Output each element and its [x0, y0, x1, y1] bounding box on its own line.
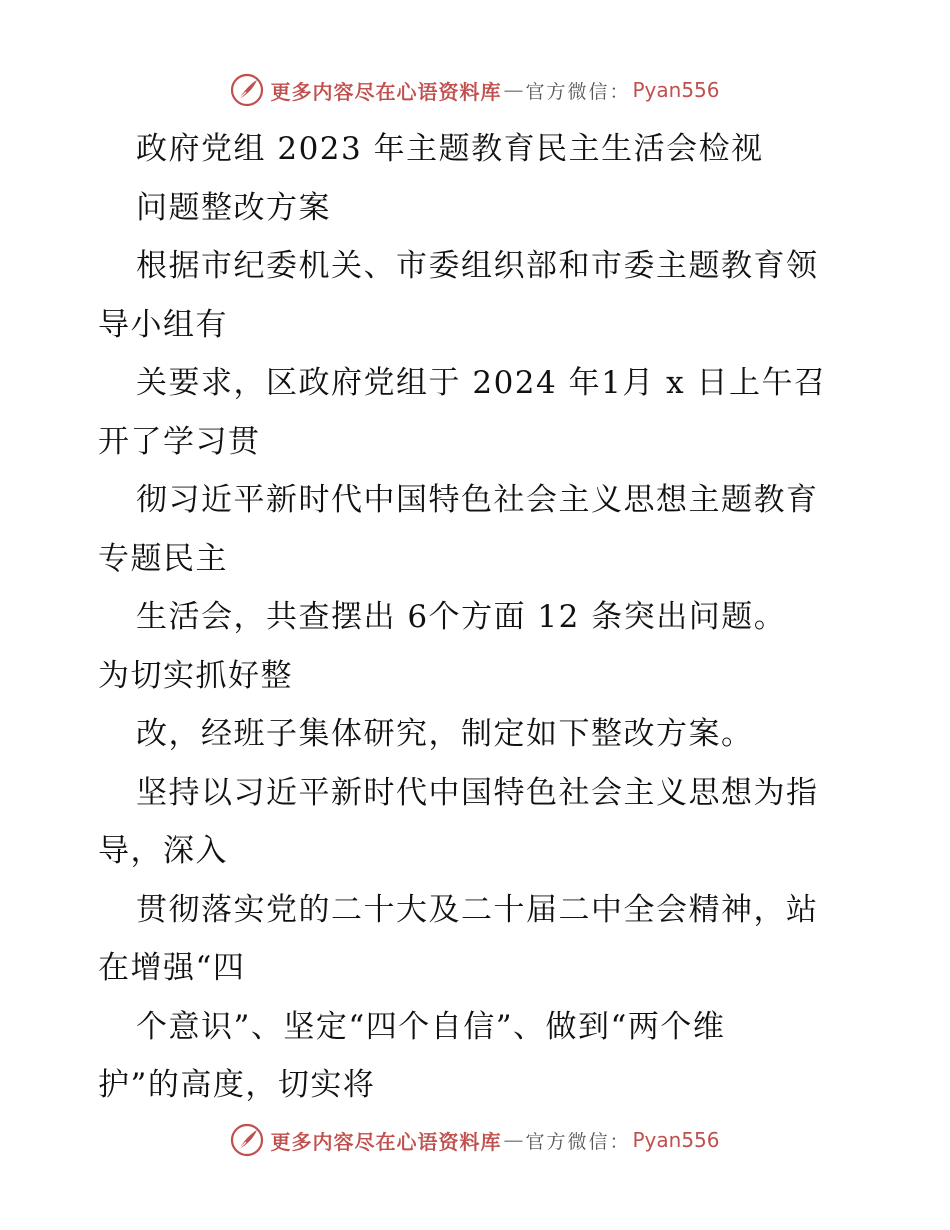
doc-line: 关要求，区政府党组于 2024 年1月 x 日上午召: [136, 365, 827, 401]
doc-line: 个意识”、坚定“四个自信”、做到“两个维: [136, 1008, 726, 1045]
banner-wechat-id: Pyan556: [632, 78, 720, 102]
doc-line: 贯彻落实党的二十大及二十届二中全会精神，站: [136, 891, 819, 928]
doc-line: 专题民主: [98, 540, 228, 577]
header-banner: [0, 68, 950, 112]
banner-dash: —: [503, 1128, 524, 1152]
doc-line: 为切实抓好整: [98, 657, 293, 694]
banner-wechat-id: Pyan556: [632, 1128, 720, 1152]
doc-line: 开了学习贯: [98, 423, 261, 460]
banner-wechat-label: 官方微信：: [525, 80, 631, 103]
doc-line: 在增强“四: [98, 950, 246, 986]
banner-brand-text: 更多内容尽在心语资料库: [270, 79, 502, 104]
banner-dash: —: [503, 78, 524, 102]
doc-line: 根据市纪委机关、市委组织部和市委主题教育领: [136, 248, 819, 284]
doc-line: 护”的高度，切实将: [98, 1067, 376, 1103]
banner-brand-text: 更多内容尽在心语资料库: [270, 1129, 502, 1154]
doc-line: 导，深入: [98, 833, 228, 869]
doc-line: 改，经班子集体研究，制定如下整改方案。: [136, 716, 754, 752]
feather-pen-logo-icon: [230, 1123, 264, 1157]
doc-line: 问题整改方案: [136, 189, 331, 226]
feather-pen-logo-icon: [230, 73, 264, 107]
doc-line: 坚持以习近平新时代中国特色社会主义思想为指: [136, 774, 819, 811]
banner-wechat-label: 官方微信：: [525, 1130, 631, 1153]
document-body: [98, 120, 878, 1115]
doc-line: 导小组有: [98, 306, 228, 343]
doc-line: 生活会，共查摆出 6个方面 12 条突出问题。: [136, 599, 787, 635]
footer-banner: [0, 1118, 950, 1162]
doc-line: 彻习近平新时代中国特色社会主义思想主题教育: [136, 482, 819, 518]
doc-line: 政府党组 2023 年主题教育民主生活会检视: [136, 131, 764, 167]
